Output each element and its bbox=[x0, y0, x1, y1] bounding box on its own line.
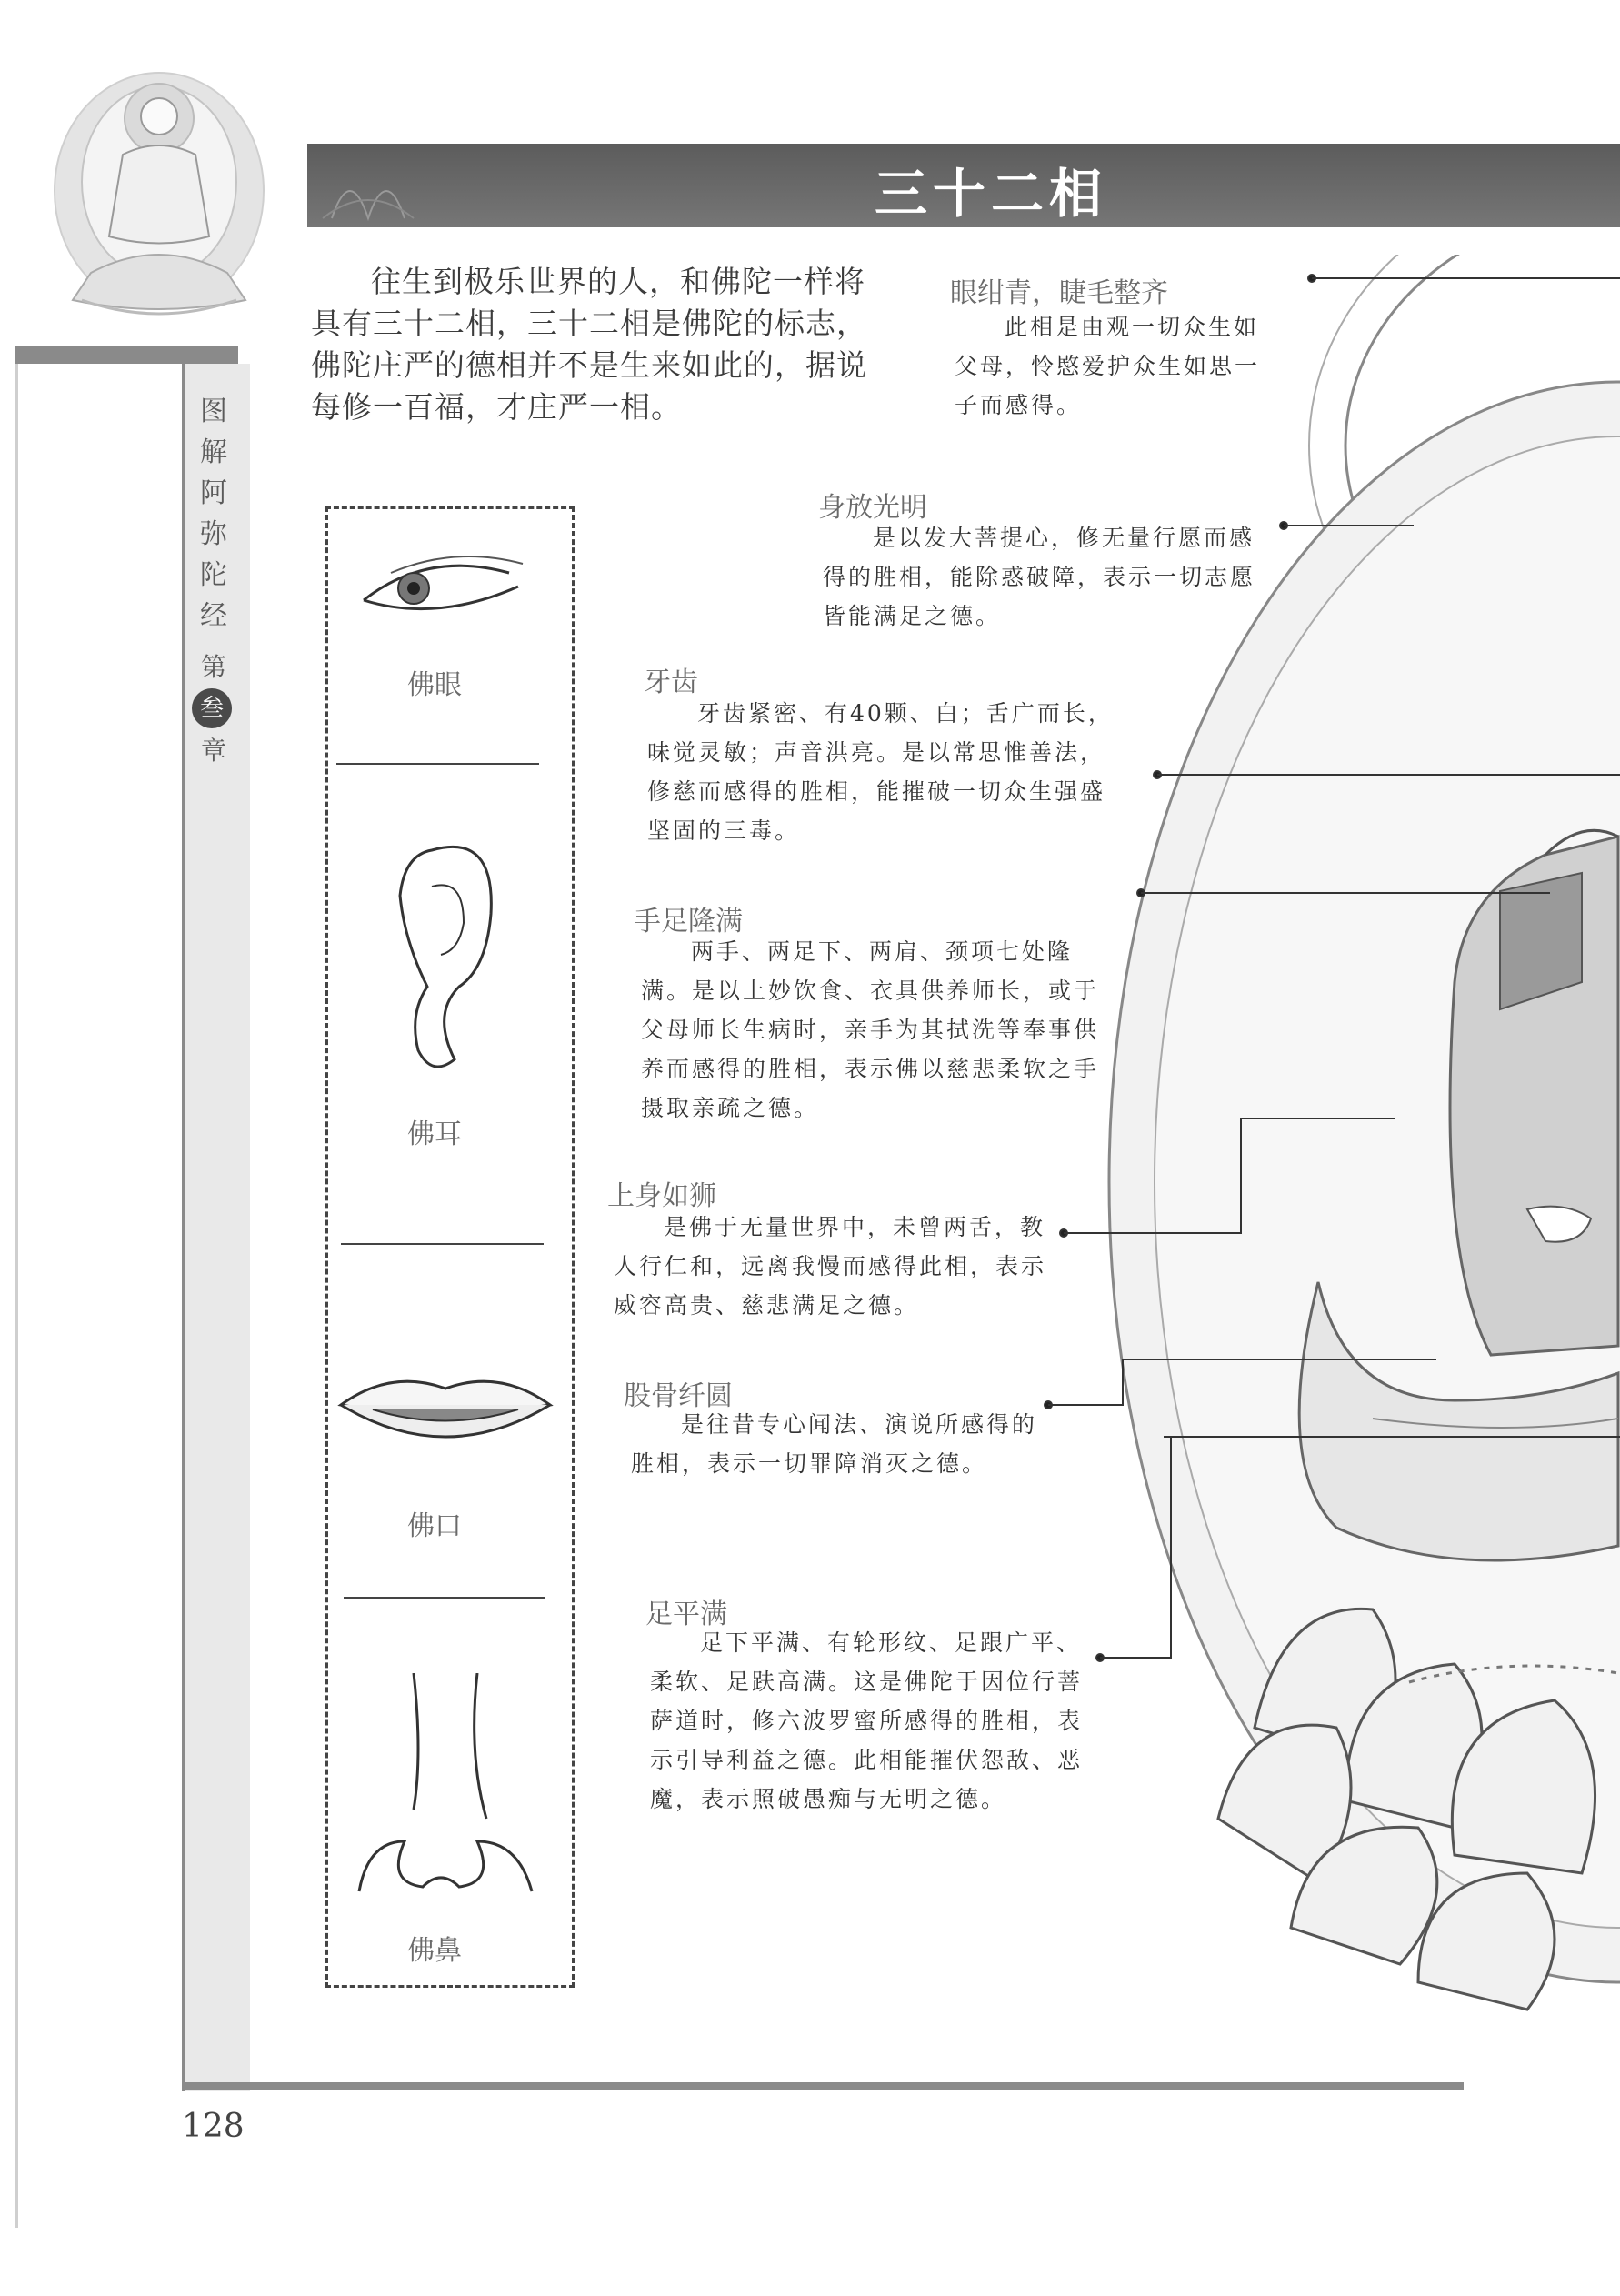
annotation-title: 足平满 bbox=[645, 1599, 727, 1630]
feature-caption-nose: 佛鼻 bbox=[407, 1935, 462, 1967]
feature-caption-eye: 佛眼 bbox=[407, 669, 462, 701]
annotation-body: 是佛于无量世界中，未曾两舌，教人行仁和，远离我慢而感得此相，表示威容高贵、慈悲满足之德。 bbox=[614, 1214, 1047, 1318]
annotation-title: 上身如狮 bbox=[607, 1180, 716, 1212]
annotation-title: 身放光明 bbox=[818, 492, 927, 524]
intro-paragraph: 往生到极乐世界的人，和佛陀一样将具有三十二相，三十二相是佛陀的标志，佛陀庄严的德相并不是生来如此的，据说每修一百福，才庄严一相。 bbox=[311, 264, 867, 425]
annotation-body: 足下平满、有轮形纹、足跟广平、柔软、足趺高满。这是佛陀于因位行菩萨道时，修六波罗蜜所感得的胜相，表示引导利益之德。此相能摧伏怨敌、恶魔，表示照破愚痴与无明之德。 bbox=[650, 1629, 1084, 1812]
feature-caption-mouth: 佛口 bbox=[407, 1510, 462, 1542]
page-number: 128 bbox=[182, 2108, 245, 2145]
annotation-body: 牙齿紧密、有40颗、白；舌广而长，味觉灵敏；声音洪亮。是以常思惟善法，修慈而感得的胜相，能摧破一切众生强盛坚固的三毒。 bbox=[647, 700, 1114, 844]
sidebar-chapter-number: 叁 bbox=[192, 688, 232, 728]
annotation-title: 股骨纤圆 bbox=[624, 1380, 733, 1412]
annotation-body: 两手、两足下、两肩、颈项七处隆满。是以上妙饮食、衣具供养师长，或于父母师长生病时，亲手为其拭洗等奉事供养而感得的胜相，表示佛以慈悲柔软之手摄取亲疏之德。 bbox=[641, 938, 1100, 1121]
annotation-title: 手足隆满 bbox=[634, 906, 743, 937]
annotation-body: 是往昔专心闻法、演说所感得的胜相，表示一切罪障消灭之德。 bbox=[631, 1411, 1038, 1477]
annotation-body: 是以发大菩提心，修无量行愿而感得的胜相，能除惑破障，表示一切志愿皆能满足之德。 bbox=[823, 525, 1256, 629]
footer-bar bbox=[182, 2082, 1464, 2090]
sidebar-chapter-prefix: 第 bbox=[200, 652, 226, 682]
feature-caption-ear: 佛耳 bbox=[407, 1118, 462, 1150]
annotation-body: 此相是由观一切众生如父母，怜愍爱护众生如思一子而感得。 bbox=[955, 314, 1261, 418]
page-title: 三十二相 bbox=[874, 163, 1107, 225]
sidebar-book-title: 图解阿弥陀经 bbox=[200, 396, 227, 632]
annotation-title: 眼绀青，睫毛整齐 bbox=[950, 277, 1168, 309]
sidebar-chapter-suffix: 章 bbox=[200, 736, 226, 766]
annotation-title: 牙齿 bbox=[644, 667, 698, 698]
